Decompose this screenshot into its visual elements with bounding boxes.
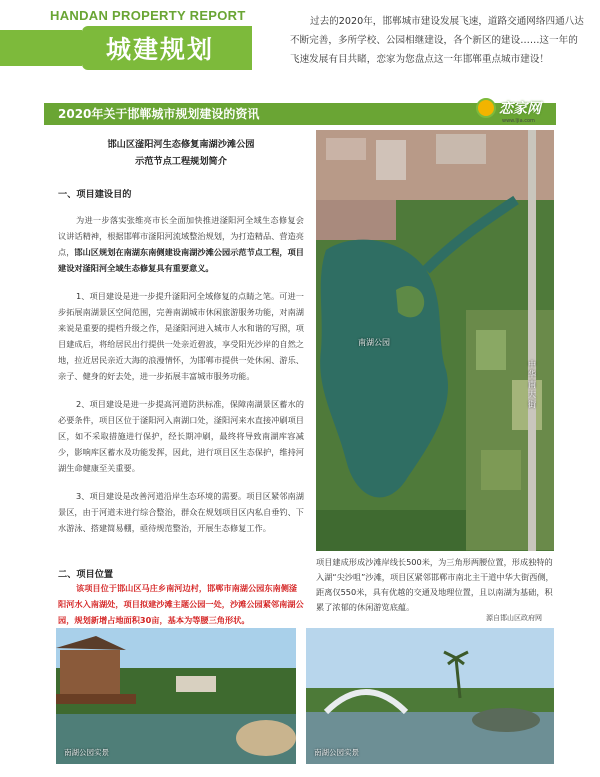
logo-text: 恋家网: [499, 101, 541, 117]
image-source: 源自邯山区政府网: [486, 614, 542, 622]
aerial-caption: 项目建成形成沙滩岸线长500米，为三角形两腰位置，形成独特的入湖“尖沙咀”沙滩，项目区紧邻邯郸市南北主干道中华大街西侧，距离仅550米，具有优越的交通及地理位置，且以南湖为基础，积累了浓郁的休闲游览底蕴。: [316, 557, 554, 612]
report-label: HANDAN PROPERTY REPORT: [50, 8, 246, 23]
map-label-road: 中华南大街: [528, 360, 536, 409]
intro-text: 过去的2020年，邯郸城市建设发展飞速，道路交通网络四通八达不断完善，多所学校、公园相继建设，各个新区的建设……这一年的飞速发展有目共睹，恋家为您盘点这一年邯郸重点城市建设！: [290, 16, 584, 65]
header-accent-bar: [0, 30, 82, 66]
park-photo-right: [306, 628, 554, 764]
article-column: [58, 136, 304, 536]
bridge-photo-graphic: [306, 628, 554, 764]
aerial-photo: [316, 130, 554, 551]
section-banner: 2020年关于邯郸城市规划建设的资讯: [44, 103, 556, 125]
article-subtitle-1: 邯山区滏阳河生态修复南湖沙滩公园: [107, 139, 255, 150]
pavilion-photo-graphic: [56, 628, 296, 764]
photo-caption-left: 南湖公园实景: [64, 748, 109, 757]
paragraph-intro-text: 为进一步落实张维亮市长全面加快推进滏阳河全域生态修复会议讲话精神，根据邯郸市滏阳河流域整治规划，为打造精品、营造亮点，: [58, 215, 304, 257]
map-label-lake: 南湖公园: [358, 338, 390, 347]
paragraph-point-2: 2、项目建设是进一步提高河道防洪标准，保障南湖景区蓄水的必要条件，项目区位于滏阳河入南湖口处，滏阳河来水直接冲刷项目区，如不采取措施进行保护，经长期冲刷，最终将导致南湖库容减少，影响库区蓄水及功能发挥，因此，进行项目区生态保护，维持河湖生命健康至关重要。: [58, 399, 304, 473]
park-photo-left: [56, 628, 296, 764]
paragraph-intro-bold: 邯山区规划在南湖东南侧建设南湖沙滩公园示范节点工程，项目建设对滏阳河全域生态修复具有重要意义。: [58, 247, 304, 273]
paragraph-intro: [58, 212, 304, 276]
location-paragraph: 该项目位于邯山区马庄乡南河边村，邯郸市南湖公园东南侧滏阳河水入南湖处，项目拟建沙滩主题公园一处，沙滩公园紧邻南湖公园，规划新增占地面积30亩，基本为等腰三角形状。: [58, 583, 304, 625]
paragraph-point-3: 3、项目建设是改善河道沿岸生态环境的需要。项目区紧邻南湖景区，由于河道未进行综合整治，群众在规划项目区内私自垂钓、下水游泳、搭建简易棚，亟待规范整治，开展生态修复工作。: [58, 491, 304, 533]
article-subtitle-2: 示范节点工程规划简介: [135, 156, 227, 167]
snail-logo-icon: [476, 98, 496, 118]
site-logo: [476, 98, 541, 118]
section-heading-purpose: 一、项目建设目的: [58, 189, 132, 200]
page-title: 城建规划: [82, 26, 252, 70]
paragraph-point-1: 1、项目建设是进一步提升滏阳河全域修复的点睛之笔。可进一步拓展南湖景区空间范围，完善南湖城市休闲旅游服务功能，对南湖来说是重要的提档升级之作，是滏阳河进入城市人水和谐的写照，项目建成后，将给居民出行提供一处亲近碧波，享受阳光沙岸的自然之地，拉近居民亲近大海的浪漫情怀，为邯郸市提供一处休闲、游乐、亲子、健身的好去处，进一步拓展丰富城市服务功能。: [58, 291, 304, 381]
logo-url: www.ljia.com: [502, 118, 535, 124]
aerial-map-graphic: [316, 130, 554, 551]
photo-caption-right: 南湖公园实景: [314, 748, 359, 757]
section-heading-location: 二、项目位置: [58, 569, 114, 580]
